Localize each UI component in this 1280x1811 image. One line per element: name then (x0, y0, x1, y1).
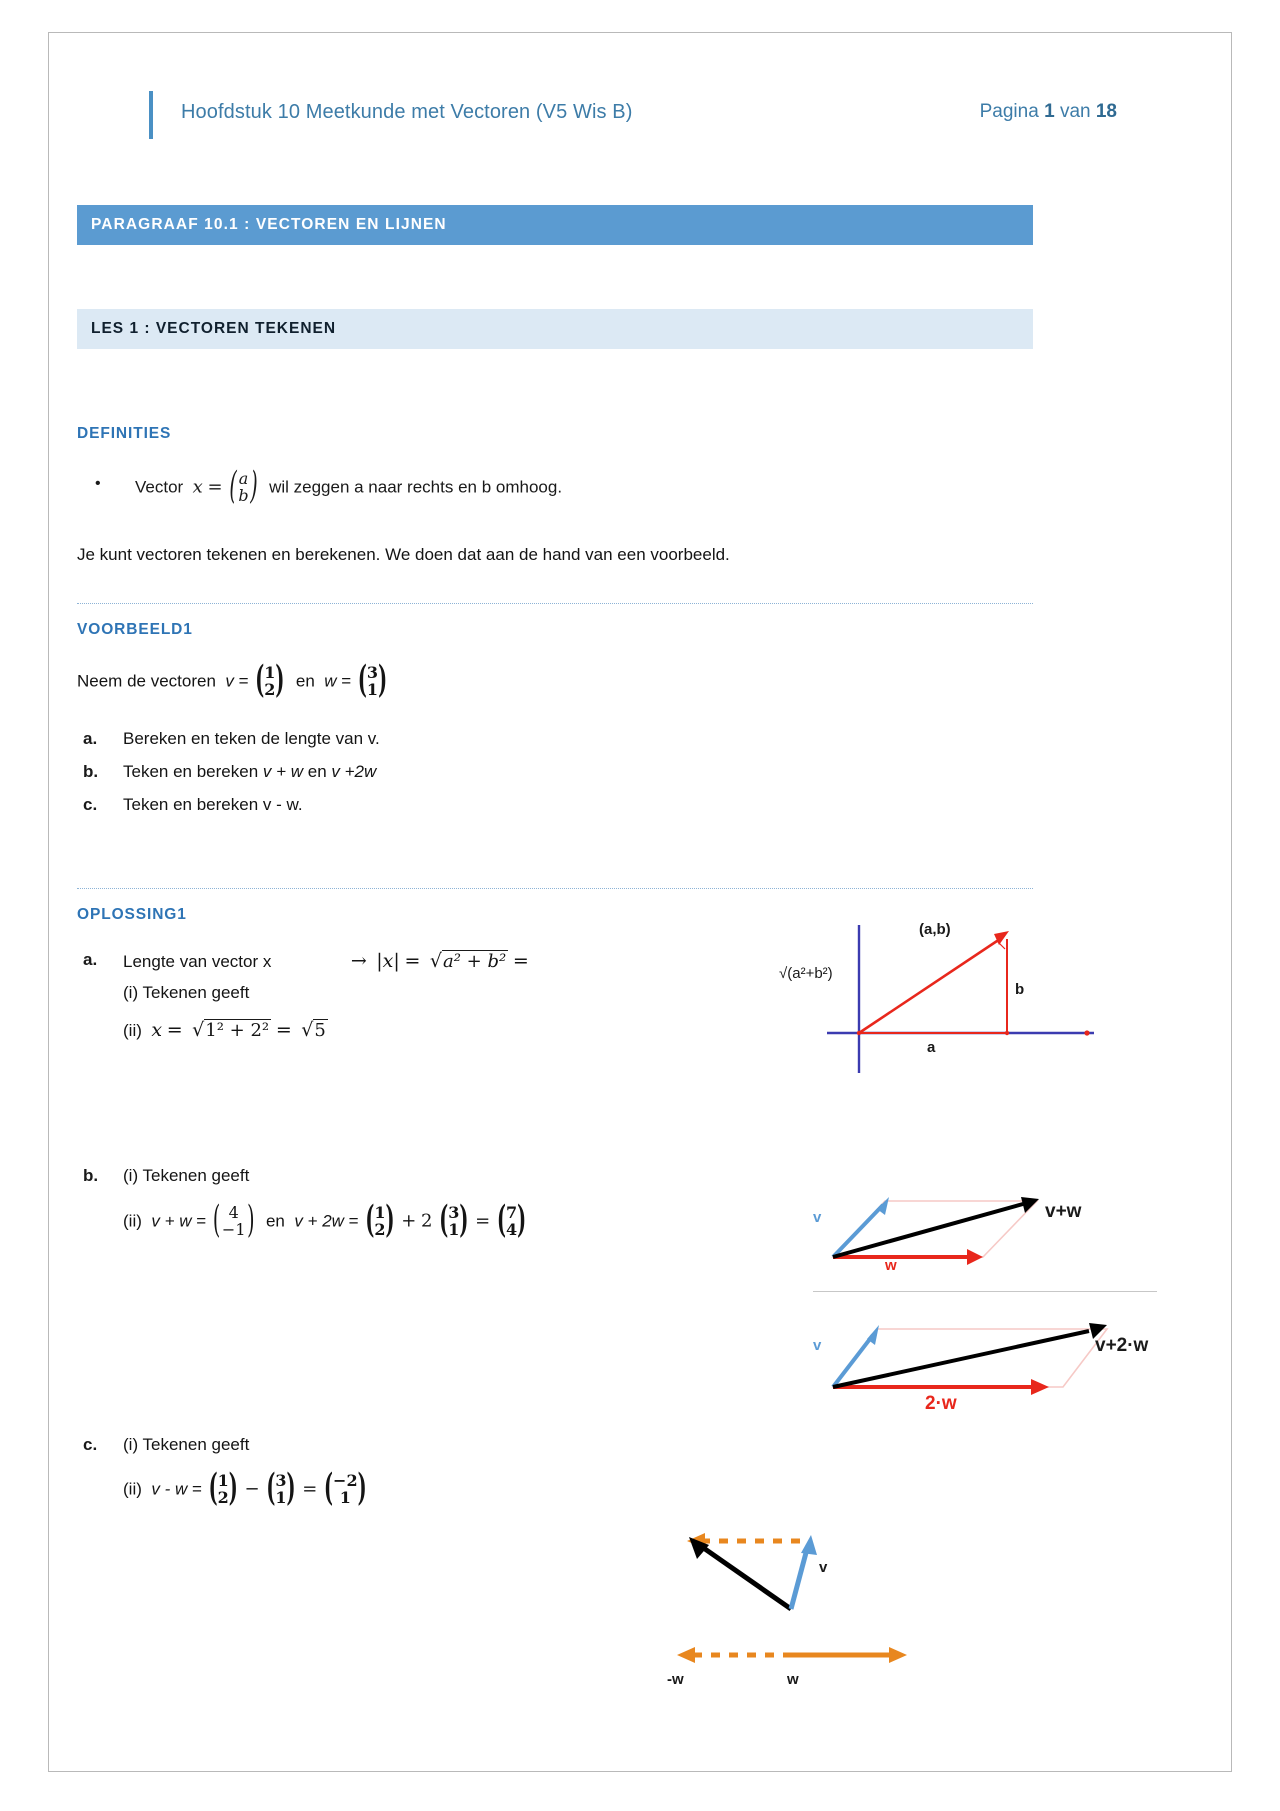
figure-b1-sum-label: v+w (1045, 1201, 1082, 1222)
paragraph-banner: PARAGRAAF 10.1 : VECTOREN EN LIJNEN (77, 205, 1033, 245)
divider-2 (77, 888, 1033, 889)
v-column-vector: ( 1 2 ) (255, 665, 284, 699)
page-current: 1 (1044, 101, 1055, 122)
definition-column-vector: ( a b ) (229, 471, 257, 505)
voorbeeld-item-c-text: Teken en bereken v - w. (123, 795, 303, 814)
page-prefix: Pagina (979, 101, 1039, 122)
figure-divider (813, 1291, 1157, 1292)
page-total: 18 (1095, 101, 1117, 122)
oplossing-a-line3: (ii) x = √1² + 2² = √5 (123, 1019, 326, 1041)
figure-c-svg (669, 1523, 1019, 1703)
figure-b1-svg (817, 1181, 1147, 1281)
page-middle: van (1059, 101, 1091, 122)
voorbeeld-item-a-text: Bereken en teken de lengte van v. (123, 729, 380, 748)
figure-a-a-label: a (927, 1039, 936, 1056)
heading-oplossing: OPLOSSING1 (77, 906, 187, 923)
figure-b2-svg (817, 1301, 1157, 1421)
figure-b2-v-label: v (813, 1337, 822, 1354)
vector-symbol: x (192, 476, 203, 498)
oplossing-a-line2: (i) Tekenen geeft (123, 983, 250, 1002)
divider-1 (77, 603, 1033, 604)
oplossing-c-line2: (ii) v - w = ( 1 2 ) − ( 3 1 ) = ( −2 1 ) (123, 1473, 369, 1507)
v-label: v (225, 671, 234, 691)
voorbeeld-item-c-letter: c. (83, 795, 98, 814)
figure-right-triangle (779, 921, 1109, 1083)
c-result-vector: ( −2 1 ) (324, 1473, 367, 1507)
voorbeeld-item-a-letter: a. (83, 729, 98, 748)
v2w-result-vector: ( 7 4 ) (497, 1205, 526, 1239)
figure-c-w-label: w (787, 1671, 799, 1688)
figure-b1-w-label: w (885, 1257, 897, 1274)
page-header (149, 73, 1133, 143)
bullet-dot: • (95, 475, 101, 492)
w-column-vector: ( 3 1 ) (358, 665, 387, 699)
figure-a-point-label: (a,b) (919, 921, 951, 938)
definition-paragraph: Je kunt vectoren tekenen en berekenen. We doen dat aan de hand van een voorbeeld. (77, 545, 730, 564)
figure-c-negw-label: -w (667, 1671, 684, 1688)
lesson-banner: LES 1 : VECTOREN TEKENEN (77, 309, 1033, 349)
oplossing-c-letter: c. (83, 1435, 98, 1454)
figure-a-b-label: b (1015, 981, 1025, 998)
voorbeeld-intro: Neem de vectoren v = ( 1 2 ) en w = ( 3 1 ) (77, 665, 389, 699)
figure-b2-w-label: 2·w (925, 1393, 957, 1414)
oplossing-c-line1: (i) Tekenen geeft (123, 1435, 250, 1454)
w-term-vector: ( 3 1 ) (439, 1205, 468, 1239)
oplossing-b-line2: (ii) v + w = ( 4 −1 ) en v + 2w = ( 1 2 ) + 2 ( 3 1 ) = ( 7 4 ) (123, 1205, 528, 1239)
w-label: w (324, 671, 337, 691)
figure-v-minus-w (669, 1523, 1019, 1703)
page-number (980, 101, 1117, 123)
figure-v-plus-2w (813, 1301, 1157, 1421)
heading-voorbeeld: VOORBEELD1 (77, 621, 193, 638)
oplossing-a-letter: a. (83, 950, 98, 969)
c-w-vector: ( 3 1 ) (266, 1473, 295, 1507)
page-inner (149, 73, 1133, 143)
voorbeeld-item-b-text: Teken en bereken v + w en v +2w (123, 762, 377, 781)
sqrt-symbol: √ (429, 950, 442, 972)
figure-c-v-label: v (819, 1559, 828, 1576)
document-title: Hoofdstuk 10 Meetkunde met Vectoren (V5 Wis B) (181, 101, 633, 123)
oplossing-a-line1: Lengte van vector x → |x| = √a² + b² = (123, 950, 529, 972)
heading-definities: DEFINITIES (77, 425, 172, 442)
definition-text: Vector x = ( a b ) wil zeggen a naar rechts en b omhoog. (135, 471, 562, 505)
figure-b2-sum-label: v+2·w (1095, 1335, 1149, 1356)
document-page (48, 32, 1232, 1772)
v-term-vector: ( 1 2 ) (365, 1205, 394, 1239)
figure-v-plus-w (813, 1181, 1147, 1281)
voorbeeld-item-b-letter: b. (83, 762, 99, 781)
oplossing-b-letter: b. (83, 1166, 99, 1185)
figure-a-svg (809, 923, 1109, 1083)
figure-a-hyp-label: √(a²+b²) (779, 965, 833, 982)
vplusw-column-vector: ( 4 −1 ) (213, 1205, 255, 1239)
header-accent-bar (149, 91, 153, 139)
oplossing-b-line1: (i) Tekenen geeft (123, 1166, 250, 1185)
c-v-vector: ( 1 2 ) (209, 1473, 238, 1507)
figure-b1-v-label: v (813, 1209, 822, 1226)
